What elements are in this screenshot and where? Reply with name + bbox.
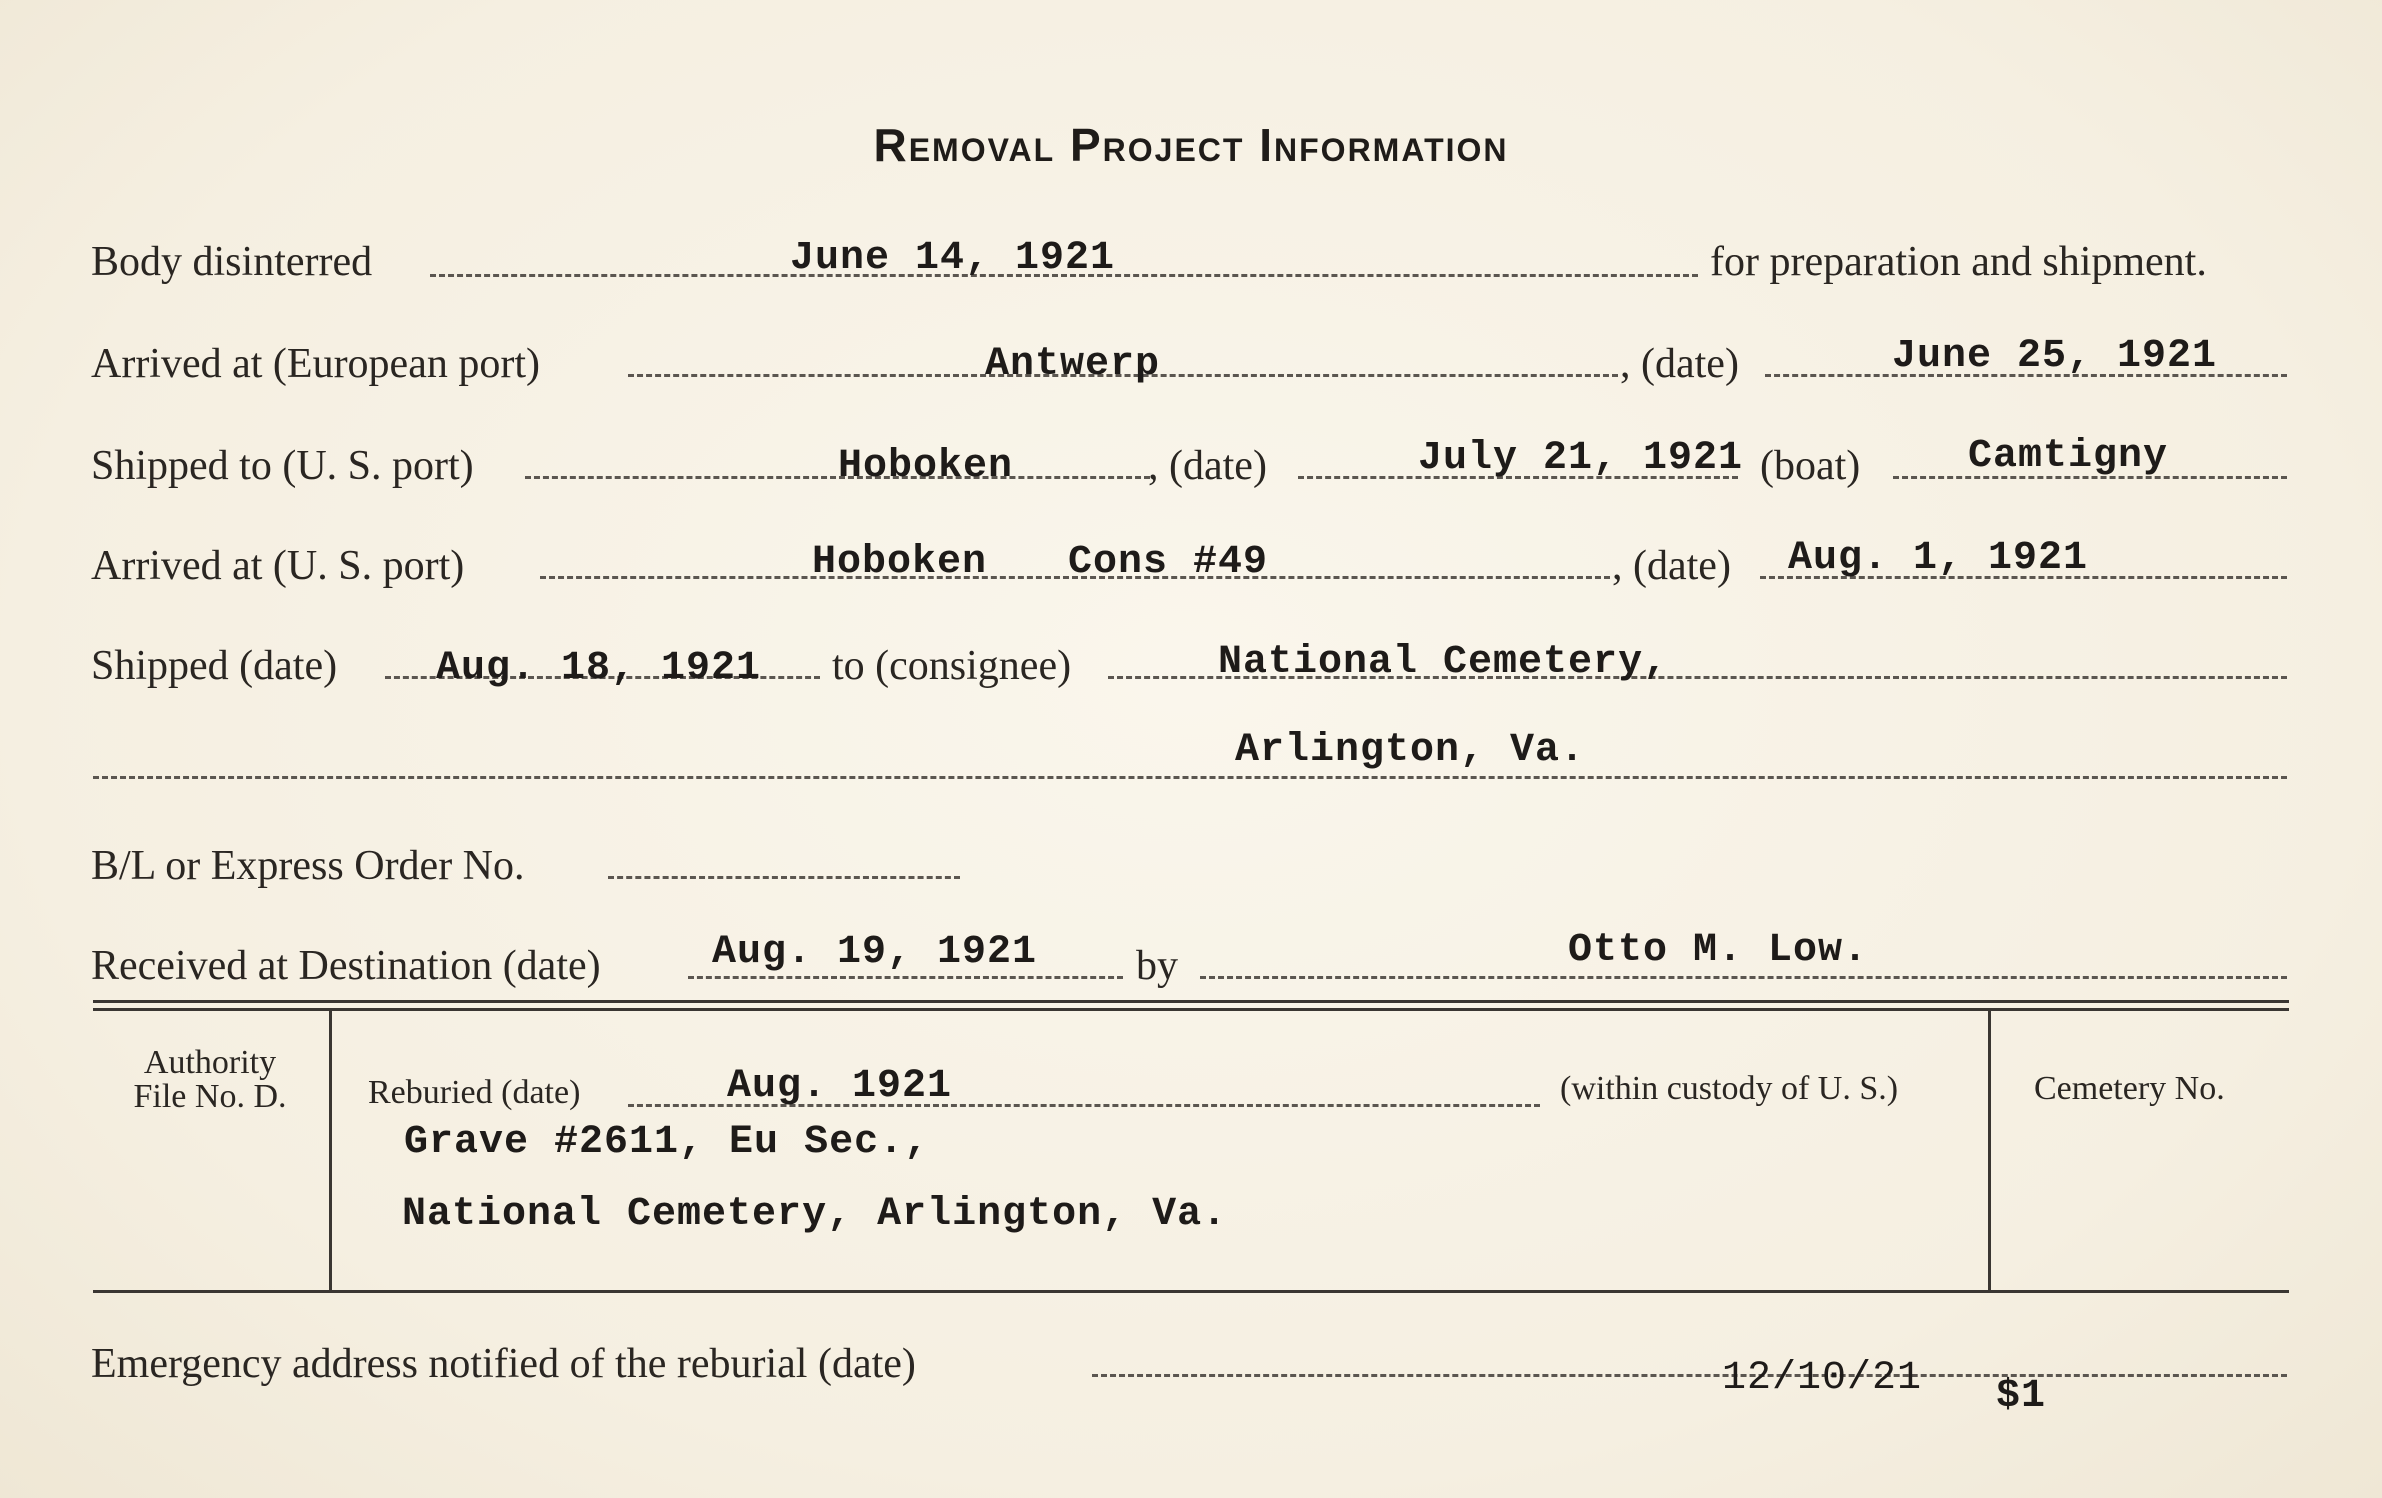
us-port-arrived-value: Hoboken <box>812 540 988 585</box>
received-by-value: Otto M. Low. <box>1568 928 1869 973</box>
consignee-extra-line <box>93 776 2287 779</box>
emergency-line <box>1092 1374 2287 1377</box>
received-by-label: by <box>1136 943 1178 989</box>
us-port-arrived-label: Arrived at (U. S. port) <box>91 543 465 589</box>
disinterred-value: June 14, 1921 <box>790 236 1116 281</box>
authority-label-1: Authority <box>143 1044 277 1081</box>
custody-label: (within custody of U. S.) <box>1560 1070 1899 1107</box>
box-divider-left <box>329 1010 332 1290</box>
box-divider-right <box>1988 1010 1991 1290</box>
boat-label: (boat) <box>1760 443 1861 489</box>
page-title: Removal Project Information <box>873 119 1509 171</box>
emergency-mark: $1 <box>1996 1374 2047 1419</box>
european-port-date-label: , (date) <box>1620 341 1739 387</box>
box-bottom-rule <box>93 1290 2289 1293</box>
european-port-date-value: June 25, 1921 <box>1892 334 2218 379</box>
double-rule-bottom <box>93 1008 2289 1011</box>
shipped-date-value: Aug. 18, 1921 <box>436 646 762 691</box>
reburied-value: Aug. 1921 <box>727 1064 953 1109</box>
bl-label: B/L or Express Order No. <box>91 843 525 889</box>
authority-label-2: File No. D. <box>133 1078 287 1115</box>
cons-value: Cons #49 <box>1068 540 1269 585</box>
received-label: Received at Destination (date) <box>91 943 601 989</box>
reburied-label: Reburied (date) <box>368 1074 581 1111</box>
consignee-label: to (consignee) <box>832 643 1072 689</box>
bl-line <box>608 876 960 879</box>
us-port-shipped-label: Shipped to (U. S. port) <box>91 443 474 489</box>
disinterred-label: Body disinterred <box>91 239 373 285</box>
european-port-label: Arrived at (European port) <box>91 341 540 387</box>
consignee-line-1: National Cemetery, <box>1218 640 1669 685</box>
double-rule-top <box>93 1000 2289 1003</box>
emergency-value: 12/10/21 <box>1722 1356 1923 1401</box>
us-port-shipped-value: Hoboken <box>838 444 1014 489</box>
us-port-arrived-date-label: , (date) <box>1612 543 1731 589</box>
cemetery-no-label: Cemetery No. <box>2034 1070 2225 1107</box>
us-port-shipped-date-value: July 21, 1921 <box>1418 436 1744 481</box>
received-by-line <box>1200 976 2287 979</box>
received-line <box>688 976 1123 979</box>
grave-line-1: Grave #2611, Eu Sec., <box>404 1120 930 1165</box>
consignee-line-2: Arlington, Va. <box>1235 728 1586 773</box>
us-port-arrived-date-value: Aug. 1, 1921 <box>1788 536 2089 581</box>
disinterred-suffix: for preparation and shipment. <box>1710 239 2207 285</box>
emergency-label: Emergency address notified of the reburial (date) <box>91 1341 916 1387</box>
grave-line-2: National Cemetery, Arlington, Va. <box>402 1192 1228 1237</box>
european-port-value: Antwerp <box>985 342 1161 387</box>
shipped-date-label: Shipped (date) <box>91 643 338 689</box>
us-port-shipped-date-label: , (date) <box>1148 443 1267 489</box>
received-value: Aug. 19, 1921 <box>712 930 1038 975</box>
boat-value: Camtigny <box>1968 434 2169 479</box>
